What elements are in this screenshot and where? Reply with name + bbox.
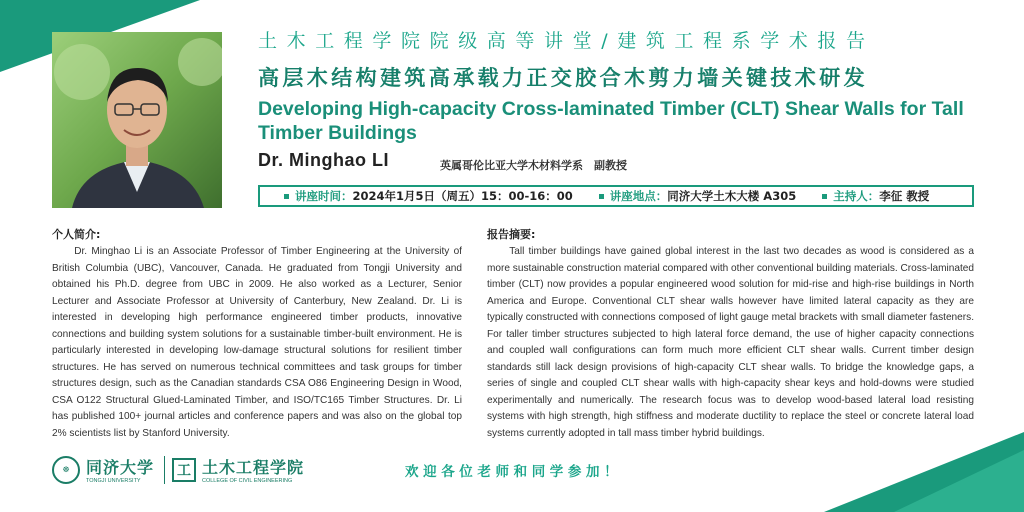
bullet-square-icon	[822, 194, 827, 199]
lecture-info-bar	[258, 185, 974, 207]
corner-decoration-bottom-right	[784, 432, 1024, 512]
tongji-logo-chinese: 同济大学	[86, 458, 155, 477]
bullet-square-icon	[284, 194, 289, 199]
bio-text: Dr. Minghao Li is an Associate Professor of Timber Engineering at the University of British Columbia (UBC), Vancouver, Canada. He graduated from Tongji University and obtained his Ph.D. degree from UBC in 2009. He also worked as a Lecturer, Senior Lecturer and Associate Professor at University of Canterbury, New Zealand. Dr. Li is interested in developing high performance engineered timber products, innovative connections and building system solutions for a sustainable timber-built environment. He is particularly interested in developing low-damage structural solutions for resilient timber structures. He has served on numerous technical committees and task groups for timber structures design, such as the Canadian standards CSA O86 Engineering Design in Wood, CSA O122 Structural Glued-Laminated Timber, and ISO/TC165 Timber Structures. Dr. Li has published 100+ journal articles and conference papers and was also on the global top 2% scientists list by Stanford University.	[52, 246, 462, 439]
college-logo-english: COLLEGE OF CIVIL ENGINEERING	[202, 478, 293, 484]
lecture-title-chinese: 高层木结构建筑高承载力正交胶合木剪力墙关键技术研发	[258, 66, 868, 90]
bullet-square-icon	[599, 194, 604, 199]
series-title: 土木工程学院院级高等讲堂/建筑工程系学术报告	[258, 30, 875, 52]
tongji-university-logo	[52, 455, 154, 484]
tongji-logo-english: TONGJI UNIVERSITY	[86, 478, 141, 484]
lecture-host-value: 李征 教授	[879, 189, 930, 203]
lecture-host	[822, 188, 929, 204]
lecture-place-label: 讲座地点：	[609, 189, 668, 203]
abstract-heading: 报告摘要:	[487, 228, 536, 241]
lecture-place-value: 同济大学土木大楼 A305	[667, 189, 797, 203]
college-mark-icon: 工	[172, 458, 196, 482]
logo-divider	[164, 456, 165, 484]
speaker-affiliation: 英属哥伦比亚大学木材料学系 副教授	[440, 159, 627, 172]
speaker-name: Dr. Minghao LI	[258, 150, 389, 170]
lecture-title-english: Developing High-capacity Cross-laminated Timber (CLT) Shear Walls for Tall Timber Buildings	[258, 98, 964, 144]
speaker-photo	[52, 32, 222, 208]
welcome-message: 欢迎各位老师和同学参加！	[405, 464, 623, 480]
tongji-seal-icon: ☸	[52, 456, 80, 484]
lecture-time	[284, 188, 573, 204]
bio-heading: 个人简介:	[52, 228, 101, 241]
abstract-text: Tall timber buildings have gained global interest in the last two decades as wood is considered as a more sustainable construction material compared with other conventional building materials. Cross-laminated timber (CLT) now provides a popular engineered wood solution for mid-rise and high-rise buildings in North America and Europe. Conventional CLT shear walls however have limited lateral capacity as they are typically constructed with connections composed of light gauge metal brackets with small diameter fasteners. For taller timber structures subjected to high lateral force demand, the use of higher capacity connections and coupled wall configurations can form much more efficient CLT shear walls. Current timber design standards still lack design provisions of high-capacity CLT shear walls. To bridge the knowledge gaps, a series of single and coupled CLT shear walls with high-capacity shear keys and hold-downs were studied experimentally and numerically. The research focus was to develop wood-based lateral load resisting systems with high strength, high stiffness and moderate ductility to replace the steel or concrete lateral load systems currently adopted in tall mass timber hybrid buildings.	[487, 246, 974, 439]
lecture-time-value: 2024年1月5日（周五）15：00-16：00	[352, 189, 573, 203]
lecture-host-label: 主持人：	[833, 189, 880, 203]
college-logo	[172, 455, 304, 484]
lecture-place	[599, 188, 796, 204]
lecture-time-label: 讲座时间：	[295, 189, 353, 203]
college-logo-chinese: 土木工程学院	[202, 458, 305, 477]
